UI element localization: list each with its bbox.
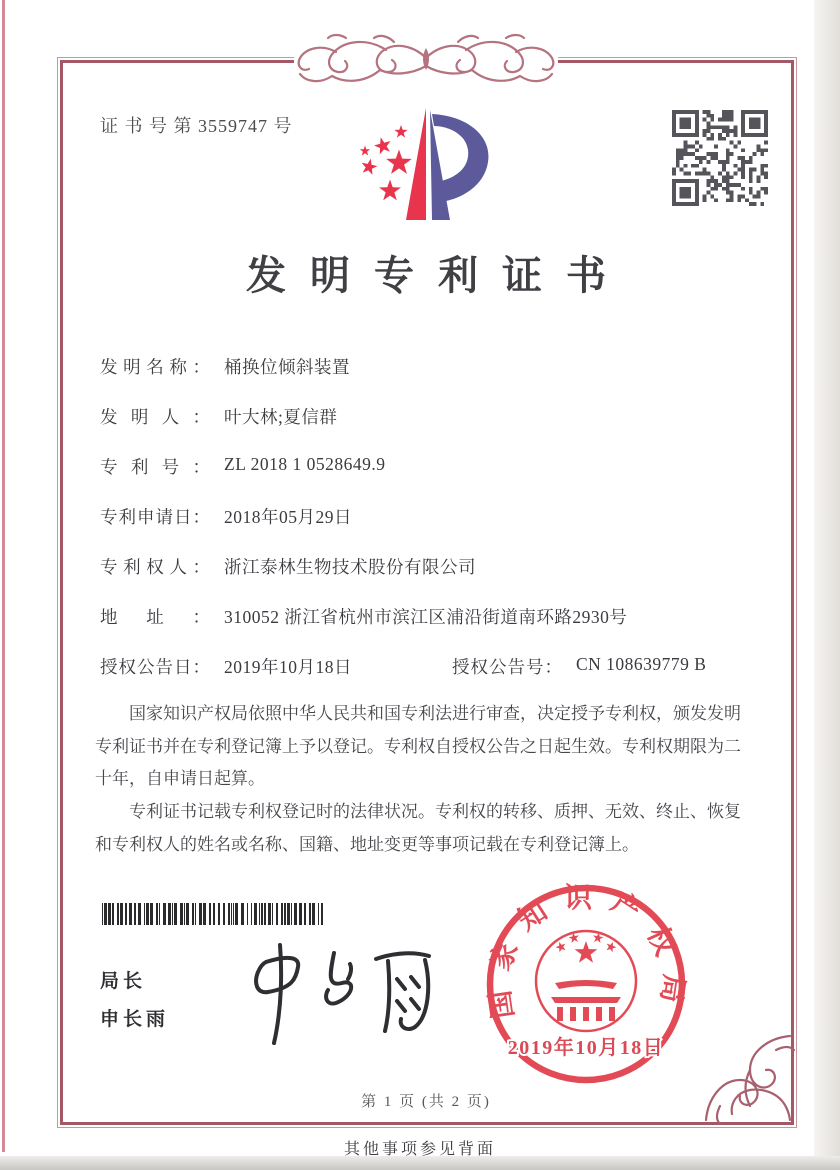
field-label: 地址：: [100, 607, 210, 627]
cnipa-logo: [338, 104, 508, 226]
field-value: 2018年05月29日: [224, 507, 352, 527]
field-grant-number: [452, 654, 706, 679]
field-value: 桶换位倾斜装置: [224, 357, 350, 377]
seal-ring-text: 国家知识产权局: [482, 882, 690, 1021]
barcode: [100, 903, 330, 925]
logo-stars: [360, 125, 412, 200]
legal-paragraph-2: 专利证书记载专利权登记时的法律状况。专利权的转移、质押、无效、终止、恢复和专利权人的姓名或名称、国籍、地址变更等事项记载在专利登记簿上。: [95, 801, 741, 854]
field-invention-name: [100, 354, 760, 379]
field-patent-number: [100, 454, 760, 479]
field-patentee: [100, 554, 760, 579]
scan-edge-right: [814, 0, 840, 1170]
field-label: 专利号：: [100, 457, 210, 477]
legal-text: [95, 698, 757, 861]
certificate-title: 发明专利证书: [246, 253, 630, 298]
field-label: 授权公告号：: [452, 657, 562, 677]
page-number: 第 1 页 (共 2 页): [361, 1094, 491, 1110]
field-inventor: [100, 404, 760, 429]
commissioner-title: 局长: [100, 971, 147, 992]
official-seal: [480, 878, 692, 1090]
field-value: 浙江泰林生物技术股份有限公司: [224, 557, 476, 577]
field-label: 发明人：: [100, 407, 210, 427]
top-flourish-ornament: [276, 22, 576, 94]
back-side-note: 其他事项参见背面: [343, 1141, 496, 1158]
field-value: ZL 2018 1 0528649.9: [224, 454, 386, 474]
certificate-number: 证 书 号 第 3559747 号: [100, 116, 293, 136]
commissioner-signature: [238, 938, 448, 1050]
field-filing-date: [100, 504, 760, 529]
field-address: [100, 604, 760, 629]
logo-red-wedge: [406, 108, 426, 220]
field-value: CN 108639779 B: [576, 654, 707, 674]
commissioner-name: 申长雨: [100, 1009, 170, 1030]
corner-flourish-ornament: [698, 1028, 798, 1128]
field-label: 授权公告日：: [100, 657, 210, 677]
field-value: 叶大林;夏信群: [224, 407, 338, 427]
field-label: 发明名称：: [100, 357, 210, 377]
national-emblem-icon: [536, 931, 636, 1031]
field-value: 310052 浙江省杭州市滨江区浦沿街道南环路2930号: [224, 607, 628, 627]
field-label: 专利申请日：: [100, 507, 210, 527]
seal-date: 2019年10月18日: [507, 1037, 665, 1059]
scan-edge-left: [0, 0, 8, 1152]
qr-code: [672, 110, 768, 206]
field-label: 专利权人：: [100, 557, 210, 577]
legal-paragraph-1: 国家知识产权局依照中华人民共和国专利法进行审查，决定授予专利权，颁发发明专利证书并在专利登记簿上予以登记。专利权自授权公告之日起生效。专利权期限为二十年，自申请日起算。: [95, 704, 741, 789]
field-grant-date: [100, 654, 760, 679]
field-value: 2019年10月18日: [224, 657, 352, 677]
